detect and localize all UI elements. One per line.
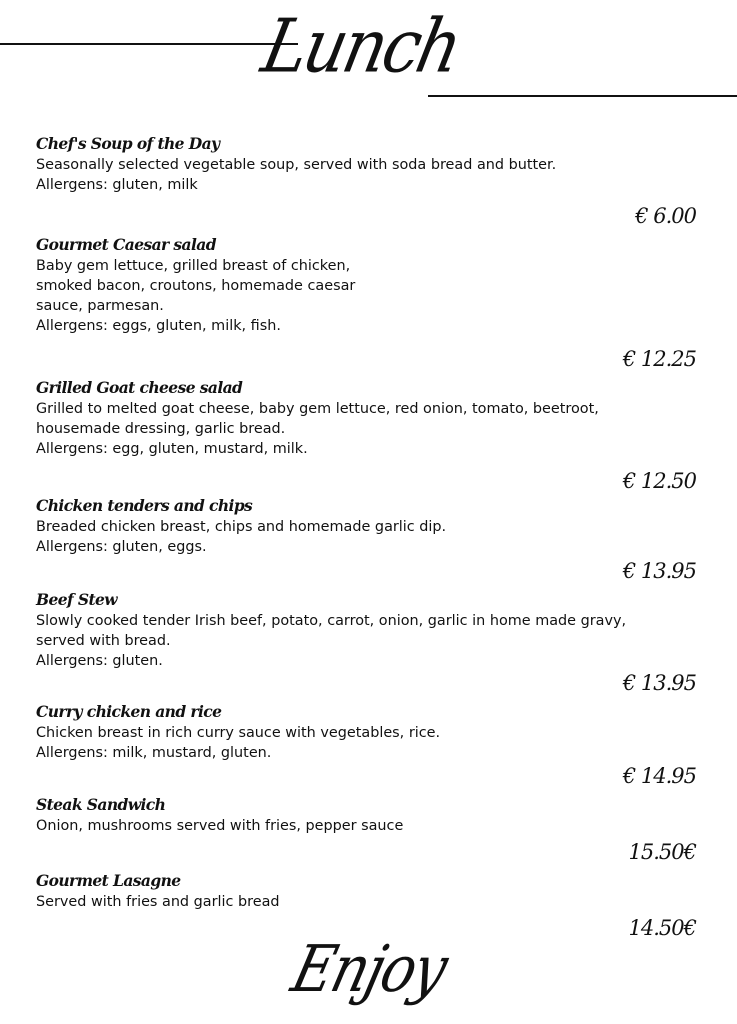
menu-item-name: Chicken tenders and chips (36, 496, 253, 515)
header-rule-left (0, 43, 298, 45)
menu-item-description: Onion, mushrooms served with fries, pepper sauce (36, 818, 404, 834)
menu-item-lasagne (36, 871, 696, 912)
menu-item-price: € 13.95 (622, 671, 696, 695)
menu-item-price: € 14.95 (622, 764, 696, 788)
footer-script-text: Enjoy (284, 932, 454, 1007)
menu-item-name: Steak Sandwich (36, 795, 166, 814)
menu-item-price: 14.50€ (628, 916, 696, 940)
menu-item-name: Chef's Soup of the Day (36, 134, 220, 153)
menu-item-price: € 6.00 (635, 204, 696, 228)
menu-item-soup (36, 134, 696, 195)
menu-item-caesar-salad (36, 235, 696, 336)
menu-item-description: Grilled to melted goat cheese, baby gem lettuce, red onion, tomato, beetroot, housemade dressing, garlic bread. Allergens: egg, gluten, mustard, milk. (36, 401, 599, 457)
menu-item-beef-stew (36, 590, 696, 671)
menu-item-description: Baby gem lettuce, grilled breast of chicken, smoked bacon, croutons, homemade caesar sauce, parmesan. Allergens: eggs, gluten, milk, fish. (36, 258, 356, 334)
menu-item-name: Curry chicken and rice (36, 702, 222, 721)
menu-title: Lunch (255, 3, 467, 90)
header-rule-right (428, 95, 737, 97)
menu-item-description: Served with fries and garlic bread (36, 894, 280, 910)
menu-item-price: € 13.95 (622, 559, 696, 583)
menu-item-chicken-tenders (36, 496, 696, 557)
menu-item-price: 15.50€ (628, 840, 696, 864)
menu-item-curry-chicken (36, 702, 696, 763)
menu-item-price: € 12.50 (622, 469, 696, 493)
menu-item-price: € 12.25 (622, 347, 696, 371)
menu-item-name: Grilled Goat cheese salad (36, 378, 243, 397)
menu-item-name: Beef Stew (36, 590, 118, 609)
menu-item-name: Gourmet Caesar salad (36, 235, 216, 254)
menu-item-steak-sandwich (36, 795, 696, 836)
menu-item-description: Breaded chicken breast, chips and homemade garlic dip. Allergens: gluten, eggs. (36, 519, 447, 555)
menu-item-name: Gourmet Lasagne (36, 871, 181, 890)
menu-item-goat-cheese-salad (36, 378, 696, 459)
menu-item-description: Slowly cooked tender Irish beef, potato, carrot, onion, garlic in home made gravy, served with bread. Allergens: gluten. (36, 613, 627, 669)
menu-item-description: Chicken breast in rich curry sauce with vegetables, rice. Allergens: milk, mustard, gluten. (36, 725, 441, 761)
menu-item-description: Seasonally selected vegetable soup, served with soda bread and butter. Allergens: gluten, milk (36, 157, 557, 193)
